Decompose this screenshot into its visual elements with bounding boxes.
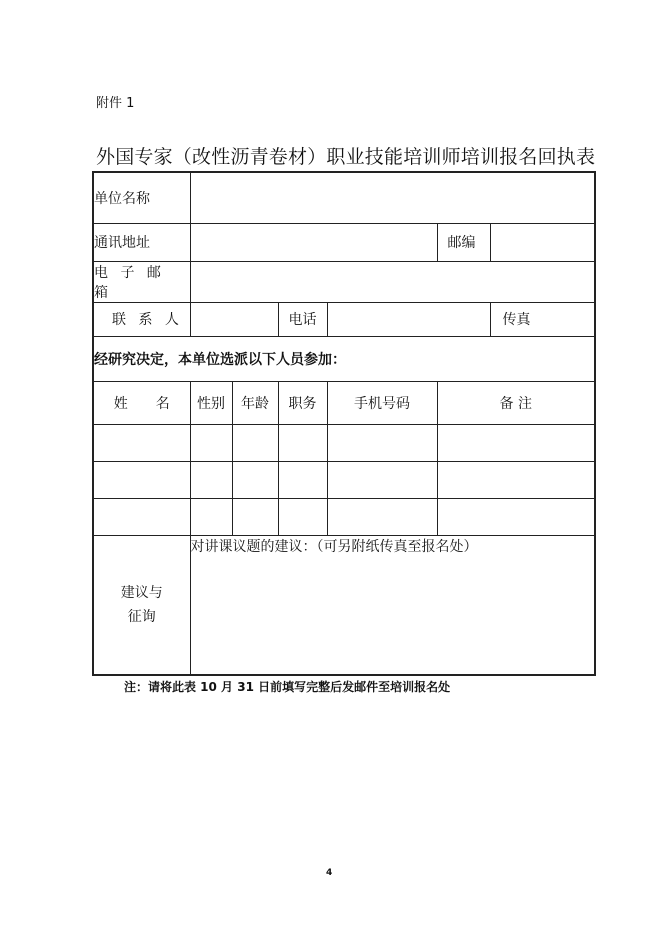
column-header-name: 姓 名 — [93, 381, 190, 424]
address-label: 通讯地址 — [93, 223, 190, 261]
participant-name-cell[interactable] — [93, 498, 190, 535]
participant-row — [93, 461, 595, 498]
suggestion-label-line2: 征询 — [127, 608, 156, 625]
participant-row — [93, 498, 595, 535]
column-header-age: 年龄 — [232, 381, 278, 424]
suggestion-label — [93, 535, 190, 675]
participant-remarks-cell[interactable] — [437, 424, 595, 461]
postcode-field[interactable] — [490, 223, 595, 261]
participant-position-cell[interactable] — [278, 498, 327, 535]
registration-form-table — [92, 171, 596, 676]
page-title: 外国专家（改性沥青卷材）职业技能培训师培训报名回执表 — [96, 146, 596, 168]
page-number: 4 — [326, 868, 333, 878]
suggestion-field[interactable] — [190, 535, 595, 675]
participant-mobile-cell[interactable] — [327, 498, 437, 535]
participant-age-cell[interactable] — [232, 498, 278, 535]
phone-label: 电话 — [278, 302, 327, 336]
participant-gender-cell[interactable] — [190, 461, 232, 498]
phone-field[interactable] — [327, 302, 490, 336]
participant-gender-cell[interactable] — [190, 498, 232, 535]
column-header-gender: 性别 — [190, 381, 232, 424]
unit-name-label: 单位名称 — [93, 172, 190, 223]
participant-mobile-cell[interactable] — [327, 461, 437, 498]
participant-name-cell[interactable] — [93, 461, 190, 498]
contact-field[interactable] — [190, 302, 278, 336]
address-field[interactable] — [190, 223, 437, 261]
suggestion-prompt: 对讲课议题的建议：（可另附纸传真至报名处） — [190, 538, 478, 555]
email-field[interactable] — [190, 261, 595, 302]
column-header-mobile: 手机号码 — [327, 381, 437, 424]
postcode-label: 邮编 — [437, 223, 490, 261]
participant-mobile-cell[interactable] — [327, 424, 437, 461]
suggestion-label-line1: 建议与 — [120, 584, 163, 601]
column-header-remarks: 备 注 — [437, 381, 595, 424]
participant-remarks-cell[interactable] — [437, 461, 595, 498]
column-header-position: 职务 — [278, 381, 327, 424]
participant-remarks-cell[interactable] — [437, 498, 595, 535]
participant-position-cell[interactable] — [278, 461, 327, 498]
participant-name-cell[interactable] — [93, 424, 190, 461]
decision-statement: 经研究决定，本单位选派以下人员参加： — [93, 336, 595, 381]
participant-position-cell[interactable] — [278, 424, 327, 461]
email-label: 电 子 邮 箱 — [93, 261, 190, 302]
unit-name-field[interactable] — [190, 172, 595, 223]
footnote: 注：请将此表 10 月 31 日前填写完整后发邮件至培训报名处 — [124, 680, 451, 694]
participant-gender-cell[interactable] — [190, 424, 232, 461]
participant-age-cell[interactable] — [232, 461, 278, 498]
participant-age-cell[interactable] — [232, 424, 278, 461]
participant-row — [93, 424, 595, 461]
attachment-label: 附件 1 — [96, 96, 135, 111]
fax-label: 传真 — [490, 302, 595, 336]
contact-label: 联 系 人 — [93, 302, 190, 336]
